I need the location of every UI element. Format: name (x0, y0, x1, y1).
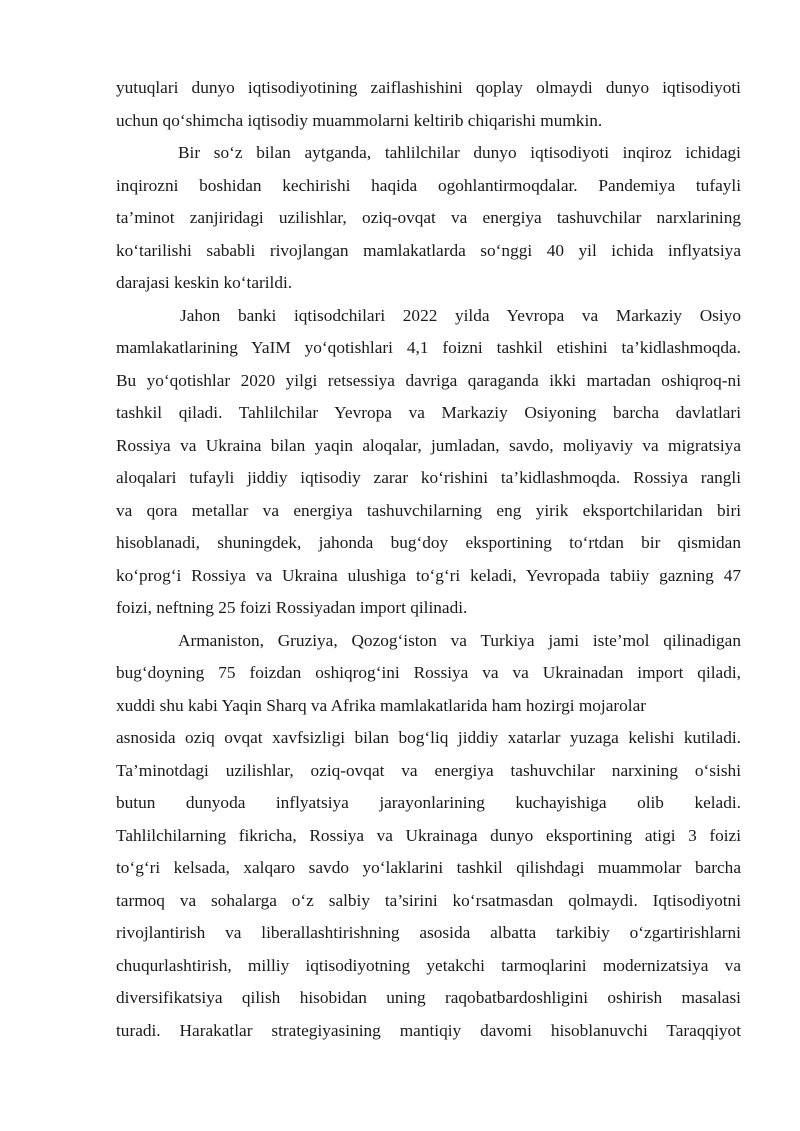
text-line: hisoblanadi, shuningdek, jahonda bug‘doy eksportining to‘rtdan bir qismidan (116, 533, 741, 552)
paragraph-4 (116, 625, 741, 1048)
text-line: Armaniston, Gruziya, Qozog‘iston va Turkiya jami iste’mol qilinadigan (178, 630, 741, 650)
text-line: Rossiya va Ukraina bilan yaqin aloqalar, jumladan, savdo, moliyaviy va migratsiya (116, 435, 741, 455)
text-line: va qora metallar va energiya tashuvchilarning eng yirik eksportchilaridan biri (116, 500, 741, 520)
text-line: ko‘tarilishi sababli rivojlangan mamlakatlarda so‘nggi 40 yil ichida inflyatsiya (116, 240, 741, 260)
text-line: inqirozni boshidan kechirishi haqida ogohlantirmoqdalar. Pandemiya tufayli (116, 175, 741, 195)
text-line: uchun qo‘shimcha iqtisodiy muammolarni keltirib chiqarishi mumkin. (116, 110, 603, 130)
text-line: Tahlilchilarning fikricha, Rossiya va Ukrainaga dunyo eksportining atigi 3 foizi (116, 825, 741, 845)
paragraph-3 (116, 300, 741, 625)
text-line: to‘g‘ri kelsada, xalqaro savdo yo‘laklarini tashkil qilishdagi muammolar barcha (116, 858, 741, 877)
text-line: turadi. Harakatlar strategiyasining mantiqiy davomi hisoblanuvchi Taraqqiyot (116, 1020, 741, 1040)
text-line: darajasi keskin ko‘tarildi. (116, 273, 293, 292)
text-line: tarmoq va sohalarga o‘z salbiy ta’sirini ko‘rsatmasdan qolmaydi. Iqtisodiyotni (116, 890, 741, 910)
text-line: mamlakatlarining YaIM yo‘qotishlari 4,1 foizni tashkil etishini ta’kidlashmoqda. (116, 338, 741, 357)
text-line: diversifikatsiya qilish hisobidan uning raqobatbardoshligini oshirish masalasi (116, 988, 741, 1007)
text-line: aloqalari tufayli jiddiy iqtisodiy zarar ko‘rishini ta’kidlashmoqda. Rossiya rangli (116, 468, 741, 487)
text-line: Bir so‘z bilan aytganda, tahlilchilar dunyo iqtisodiyoti inqiroz ichidagi (178, 143, 741, 162)
paragraph-2 (116, 137, 741, 300)
text-line: butun dunyoda inflyatsiya jarayonlarining kuchayishiga olib keladi. (116, 793, 741, 812)
text-line: yutuqlari dunyo iqtisodiyotining zaiflashishini qoplay olmaydi dunyo iqtisodiyoti (116, 78, 741, 97)
text-line: asnosida oziq ovqat xavfsizligi bilan bog‘liq jiddiy xatarlar yuzaga kelishi kutiladi. (116, 728, 741, 747)
text-line: foizi, neftning 25 foizi Rossiyadan import qilinadi. (116, 598, 468, 617)
text-line: Bu yo‘qotishlar 2020 yilgi retsessiya davriga qaraganda ikki martadan oshiqroq-ni (116, 370, 741, 390)
text-line: Jahon banki iqtisodchilari 2022 yilda Yevropa va Markaziy Osiyo (180, 305, 741, 325)
paragraph-1 (116, 72, 741, 137)
text-line: ta’minot zanjiridagi uzilishlar, oziq-ovqat va energiya tashuvchilar narxlarining (116, 208, 741, 227)
document-page (116, 72, 741, 1047)
text-line: rivojlantirish va liberallashtirishning asosida albatta tarkibiy o‘zgartirishlarni (116, 923, 741, 942)
text-line: xuddi shu kabi Yaqin Sharq va Afrika mamlakatlarida ham hozirgi mojarolar (116, 695, 647, 715)
text-line: tashkil qiladi. Tahlilchilar Yevropa va Markaziy Osiyoning barcha davlatlari (116, 403, 741, 422)
text-line: bug‘doyning 75 foizdan oshiqrog‘ini Rossiya va va Ukrainadan import qiladi, (116, 663, 741, 682)
text-line: ko‘prog‘i Rossiya va Ukraina ulushiga to‘g‘ri keladi, Yevropada tabiiy gazning 47 (116, 565, 741, 585)
text-line: Ta’minotdagi uzilishlar, oziq-ovqat va energiya tashuvchilar narxining o‘sishi (116, 760, 741, 780)
text-line: chuqurlashtirish, milliy iqtisodiyotning yetakchi tarmoqlarini modernizatsiya va (116, 955, 741, 975)
